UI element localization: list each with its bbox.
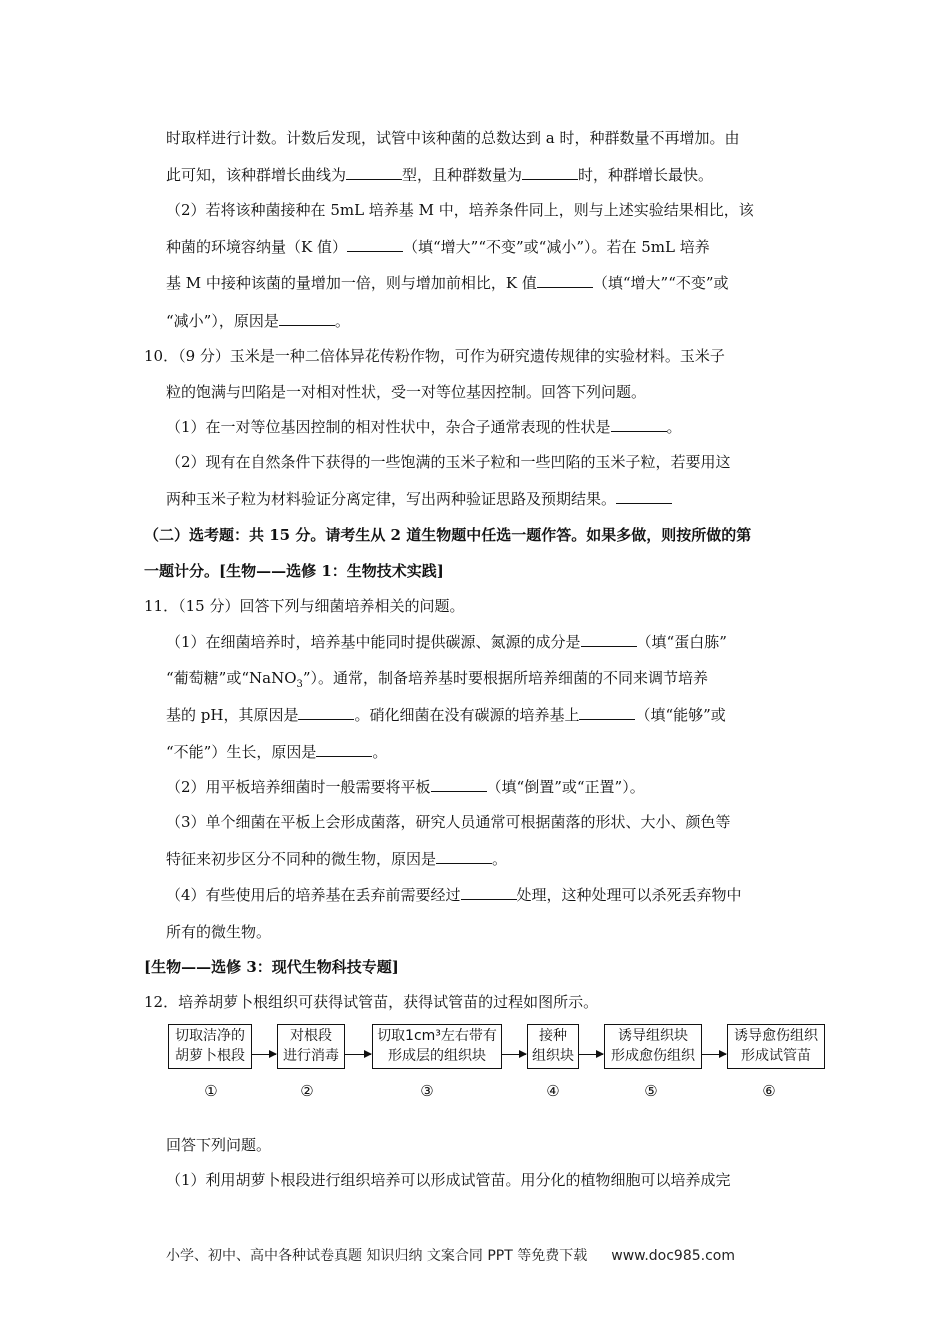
section-heading: 一题计分。[生物——选修 1：生物技术实践] [144,562,444,580]
step-number: ② [300,1082,314,1100]
flow-step-2: 对根段 进行消毒 [277,1024,345,1069]
arrow-icon [702,1054,726,1055]
step-number: ⑤ [644,1082,658,1100]
question-12: 12．培养胡萝卜根组织可获得试管苗，获得试管苗的过程如图所示。 [144,993,599,1011]
text-line: 所有的微生物。 [166,923,272,941]
text-line: （1）利用胡萝卜根段进行组织培养可以形成试管苗。用分化的植物细胞可以培养成完 [166,1171,731,1189]
blank [347,237,403,252]
blank [522,165,578,180]
flow-step-1: 切取洁净的 胡萝卜根段 [168,1024,252,1069]
blank [537,273,593,288]
flow-step-5: 诱导组织块 形成愈伤组织 [604,1024,702,1069]
footer-site-link[interactable]: www.doc985.com [611,1248,735,1264]
blank [461,885,517,900]
question-10: 10．（9 分）玉米是一种二倍体异花传粉作物，可作为研究遗传规律的实验材料。玉米子 [144,347,725,365]
page-footer [166,1245,735,1265]
step-number: ④ [546,1082,560,1100]
flow-step-3: 切取1cm³左右带有 形成层的组织块 [372,1024,502,1069]
flow-step-4: 接种 组织块 [527,1024,579,1069]
arrow-icon [345,1054,371,1055]
blank [616,489,672,504]
text-line: “不能”）生长，原因是 。 [166,743,388,761]
text-line: 特征来初步区分不同种的微生物，原因是 。 [166,850,508,868]
flow-step-6: 诱导愈伤组织 形成试管苗 [727,1024,825,1069]
blank [436,849,492,864]
text-line: “减小”），原因是 。 [166,312,350,330]
arrow-icon [252,1054,276,1055]
text-line: 粒的饱满与凹陷是一对相对性状，受一对等位基因控制。回答下列问题。 [166,383,647,401]
blank [581,632,637,647]
blank [279,311,335,326]
footer-text: 小学、初中、高中各种试卷真题 知识归纳 文案合同 PPT 等免费下载 [166,1248,588,1264]
text-line: 种菌的环境容纳量（K 值） （填“增大”“不变”或“减小”）。若在 5mL 培养 [166,238,710,256]
text-line: 两种玉米子粒为材料验证分离定律，写出两种验证思路及预期结果。 [166,489,672,509]
text-line: “葡萄糖”或“NaNO$_3$”）。通常，制备培养基时要根据所培养细菌的不同来调节培养 [166,669,709,690]
blank [611,417,667,432]
arrow-icon [579,1054,603,1055]
text-line: 基的 pH，其原因是 。硝化细菌在没有碳源的培养基上 （填“能够”或 [166,706,726,724]
text-line: （2）现有在自然条件下获得的一些饱满的玉米子粒和一些凹陷的玉米子粒，若要用这 [166,453,731,471]
text-line: （1）在一对等位基因控制的相对性状中，杂合子通常表现的性状是 。 [166,418,682,436]
text-line: 此可知，该种群增长曲线为 型，且种群数量为 时，种群增长最快。 [166,166,714,184]
text-line: 基 M 中接种该菌的量增加一倍，则与增加前相比，K 值 （填“增大”“不变”或 [166,274,729,292]
text-line: （1）在细菌培养时，培养基中能同时提供碳源、氮源的成分是 （填“蛋白胨” [166,633,727,651]
text-line: （2）若将该种菌接种在 5mL 培养基 M 中，培养条件同上，则与上述实验结果相比，该 [166,201,754,219]
question-11: 11．（15 分）回答下列与细菌培养相关的问题。 [144,597,465,615]
section-heading: [生物——选修 3：现代生物科技专题] [144,958,399,976]
blank [431,777,487,792]
blank [579,705,635,720]
blank [316,742,372,757]
text-line: （3）单个细菌在平板上会形成菌落，研究人员通常可根据菌落的形状、大小、颜色等 [166,813,731,831]
text-line: 回答下列问题。 [166,1136,272,1154]
step-number: ① [204,1082,218,1100]
blank [298,705,354,720]
arrow-icon [502,1054,526,1055]
step-number: ③ [420,1082,434,1100]
blank [346,165,402,180]
text-line: （4）有些使用后的培养基在丢弃前需要经过 处理，这种处理可以杀死丢弃物中 [166,886,742,904]
text-line: （2）用平板培养细菌时一般需要将平板 （填“倒置”或“正置”）。 [166,778,645,796]
text-line: 时取样进行计数。计数后发现，试管中该种菌的总数达到 a 时，种群数量不再增加。由 [166,129,740,147]
section-heading: （二）选考题：共 15 分。请考生从 2 道生物题中任选一题作答。如果多做，则按所做的第 [144,526,752,544]
step-number: ⑥ [762,1082,776,1100]
